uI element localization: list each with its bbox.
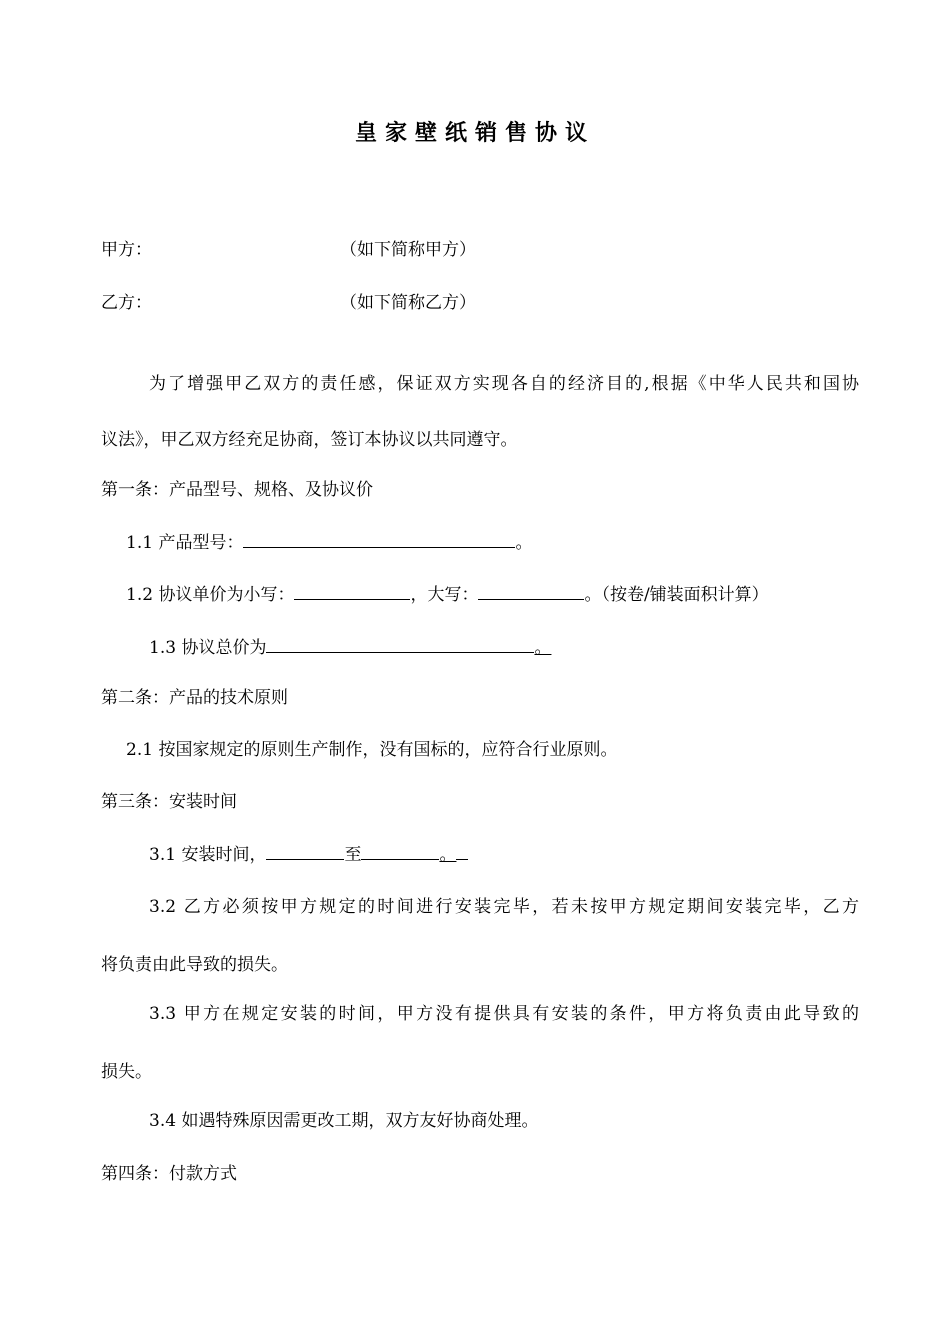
unit-price-lower-blank xyxy=(294,583,410,600)
party-a-label: 甲方： xyxy=(101,240,152,260)
item-3-3-line-1: 3.3 甲方在规定安装的时间，甲方没有提供具有安装的条件，甲方将负责由此导致的 xyxy=(149,1004,859,1024)
item-1-1 xyxy=(126,531,532,553)
item-1-2-suffix: 。（按卷/铺装面积计算） xyxy=(584,585,769,605)
document-title: 皇家壁纸销售协议 xyxy=(354,121,595,146)
install-tail-blank xyxy=(456,843,468,860)
item-2-1: 2.1 按国家规定的原则生产制作，没有国标的，应符合行业原则。 xyxy=(126,740,618,760)
item-3-2-line-1: 3.2 乙方必须按甲方规定的时间进行安装完毕，若未按甲方规定期间安装完毕，乙方 xyxy=(149,897,859,917)
total-price-blank xyxy=(266,636,534,653)
article-1-heading: 第一条：产品型号、规格、及协议价 xyxy=(101,480,373,500)
intro-line-2: 议法》，甲乙双方经充足协商，签订本协议以共同遵守。 xyxy=(101,430,518,450)
item-1-3-prefix: 1.3 协议总价为 xyxy=(149,638,267,658)
item-3-2-line-2: 将负责由此导致的损失。 xyxy=(101,955,288,975)
item-1-3-suffix: 。 xyxy=(534,638,552,658)
item-1-2-prefix: 1.2 协议单价为小写： xyxy=(126,585,295,605)
article-3-heading: 第三条：安装时间 xyxy=(101,792,237,812)
party-b-note: （如下简称乙方） xyxy=(340,293,476,313)
install-start-blank xyxy=(266,843,344,860)
item-1-2 xyxy=(126,583,769,605)
install-end-blank xyxy=(361,843,439,860)
item-3-1-mid: 至 xyxy=(344,845,362,865)
intro-line-1: 为了增强甲乙双方的责任感，保证双方实现各自的经济目的,根据《中华人民共和国协 xyxy=(149,374,859,394)
product-model-blank xyxy=(243,531,515,548)
item-1-1-prefix: 1.1 产品型号： xyxy=(126,533,244,553)
article-4-heading: 第四条：付款方式 xyxy=(101,1164,237,1184)
item-3-3-line-2: 损失。 xyxy=(101,1062,152,1082)
item-3-1 xyxy=(149,843,468,865)
party-b-label: 乙方： xyxy=(101,293,152,313)
unit-price-upper-blank xyxy=(478,583,584,600)
party-a-note: （如下简称甲方） xyxy=(340,240,476,260)
item-1-1-suffix: 。 xyxy=(515,533,533,553)
item-1-2-mid: ，大写： xyxy=(410,585,479,605)
item-1-3 xyxy=(149,636,551,658)
item-3-1-suffix: 。 xyxy=(439,845,457,865)
item-3-4: 3.4 如遇特殊原因需更改工期，双方友好协商处理。 xyxy=(149,1111,539,1131)
article-2-heading: 第二条：产品的技术原则 xyxy=(101,688,288,708)
item-3-1-prefix: 3.1 安装时间， xyxy=(149,845,267,865)
